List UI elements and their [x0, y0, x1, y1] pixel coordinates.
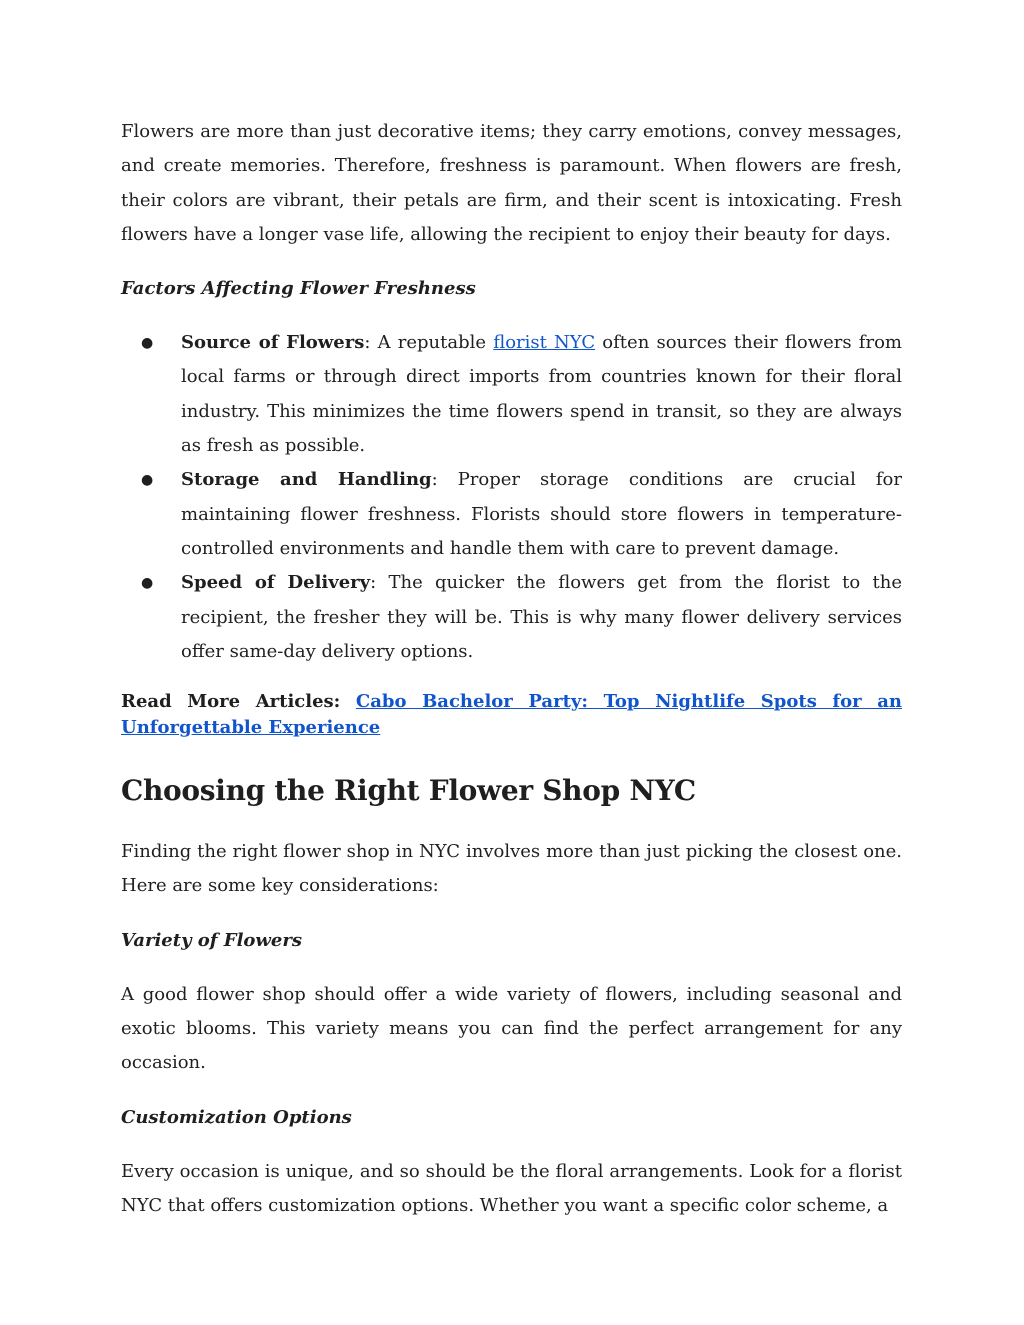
- intro-paragraph: Flowers are more than just decorative items; they carry emotions, convey messages, and create memories. Therefore, freshness is paramount. When flowers are fresh, their colors are vibrant, their petals are firm, and their scent is intoxicating. Fresh flowers have a longer vase life, allowing the recipient to enjoy their beauty for days.: [121, 121, 902, 245]
- list-item-text: often sources their flowers from local farms or through direct imports from countries known for their floral industry. This minimizes the time flowers spend in transit, so they are always as fresh as possible.: [181, 332, 902, 457]
- read-more-link[interactable]: Cabo Bachelor Party: Top Nightlife Spots for an Unforgettable Experience: [121, 691, 903, 739]
- factors-list: [121, 326, 902, 669]
- customization-paragraph: Every occasion is unique, and so should be the floral arrangements. Look for a florist NYC that offers customization options. Whether you want a specific color scheme, a: [121, 1160, 902, 1216]
- bullet-icon: ●: [141, 575, 154, 592]
- list-item: [121, 326, 902, 463]
- customization-heading: Customization Options: [121, 1106, 352, 1128]
- list-item-term: Source of Flowers: [181, 332, 365, 354]
- list-item-term: Storage and Handling: [181, 469, 432, 491]
- bullet-icon: ●: [141, 472, 154, 489]
- variety-heading: Variety of Flowers: [121, 929, 302, 951]
- read-more: [121, 689, 902, 741]
- list-item-term: Speed of Delivery: [181, 572, 371, 594]
- list-item: [121, 463, 902, 566]
- read-more-label: Read More Articles:: [121, 691, 356, 713]
- factors-heading: Factors Affecting Flower Freshness: [121, 278, 476, 300]
- list-item-text: : A reputable: [364, 332, 494, 354]
- bullet-icon: ●: [141, 335, 154, 352]
- section-title: Choosing the Right Flower Shop NYC: [121, 774, 696, 808]
- florist-nyc-link[interactable]: florist NYC: [493, 332, 596, 354]
- list-item: [121, 566, 902, 669]
- variety-paragraph: A good flower shop should offer a wide variety of flowers, including seasonal and exotic blooms. This variety means you can find the perfect arrangement for any occasion.: [121, 983, 902, 1074]
- list-item-text: : Proper storage conditions are crucial for maintaining flower freshness. Florists should store flowers in temperature-controlled environments and handle them with care to prevent damage.: [181, 469, 902, 559]
- section-intro-paragraph: Finding the right flower shop in NYC involves more than just picking the closest one. Here are some key considerations:: [121, 841, 902, 897]
- list-item-text: : The quicker the flowers get from the florist to the recipient, the fresher they will be. This is why many flower delivery services offer same-day delivery options.: [181, 572, 903, 662]
- document-page: [121, 115, 902, 1223]
